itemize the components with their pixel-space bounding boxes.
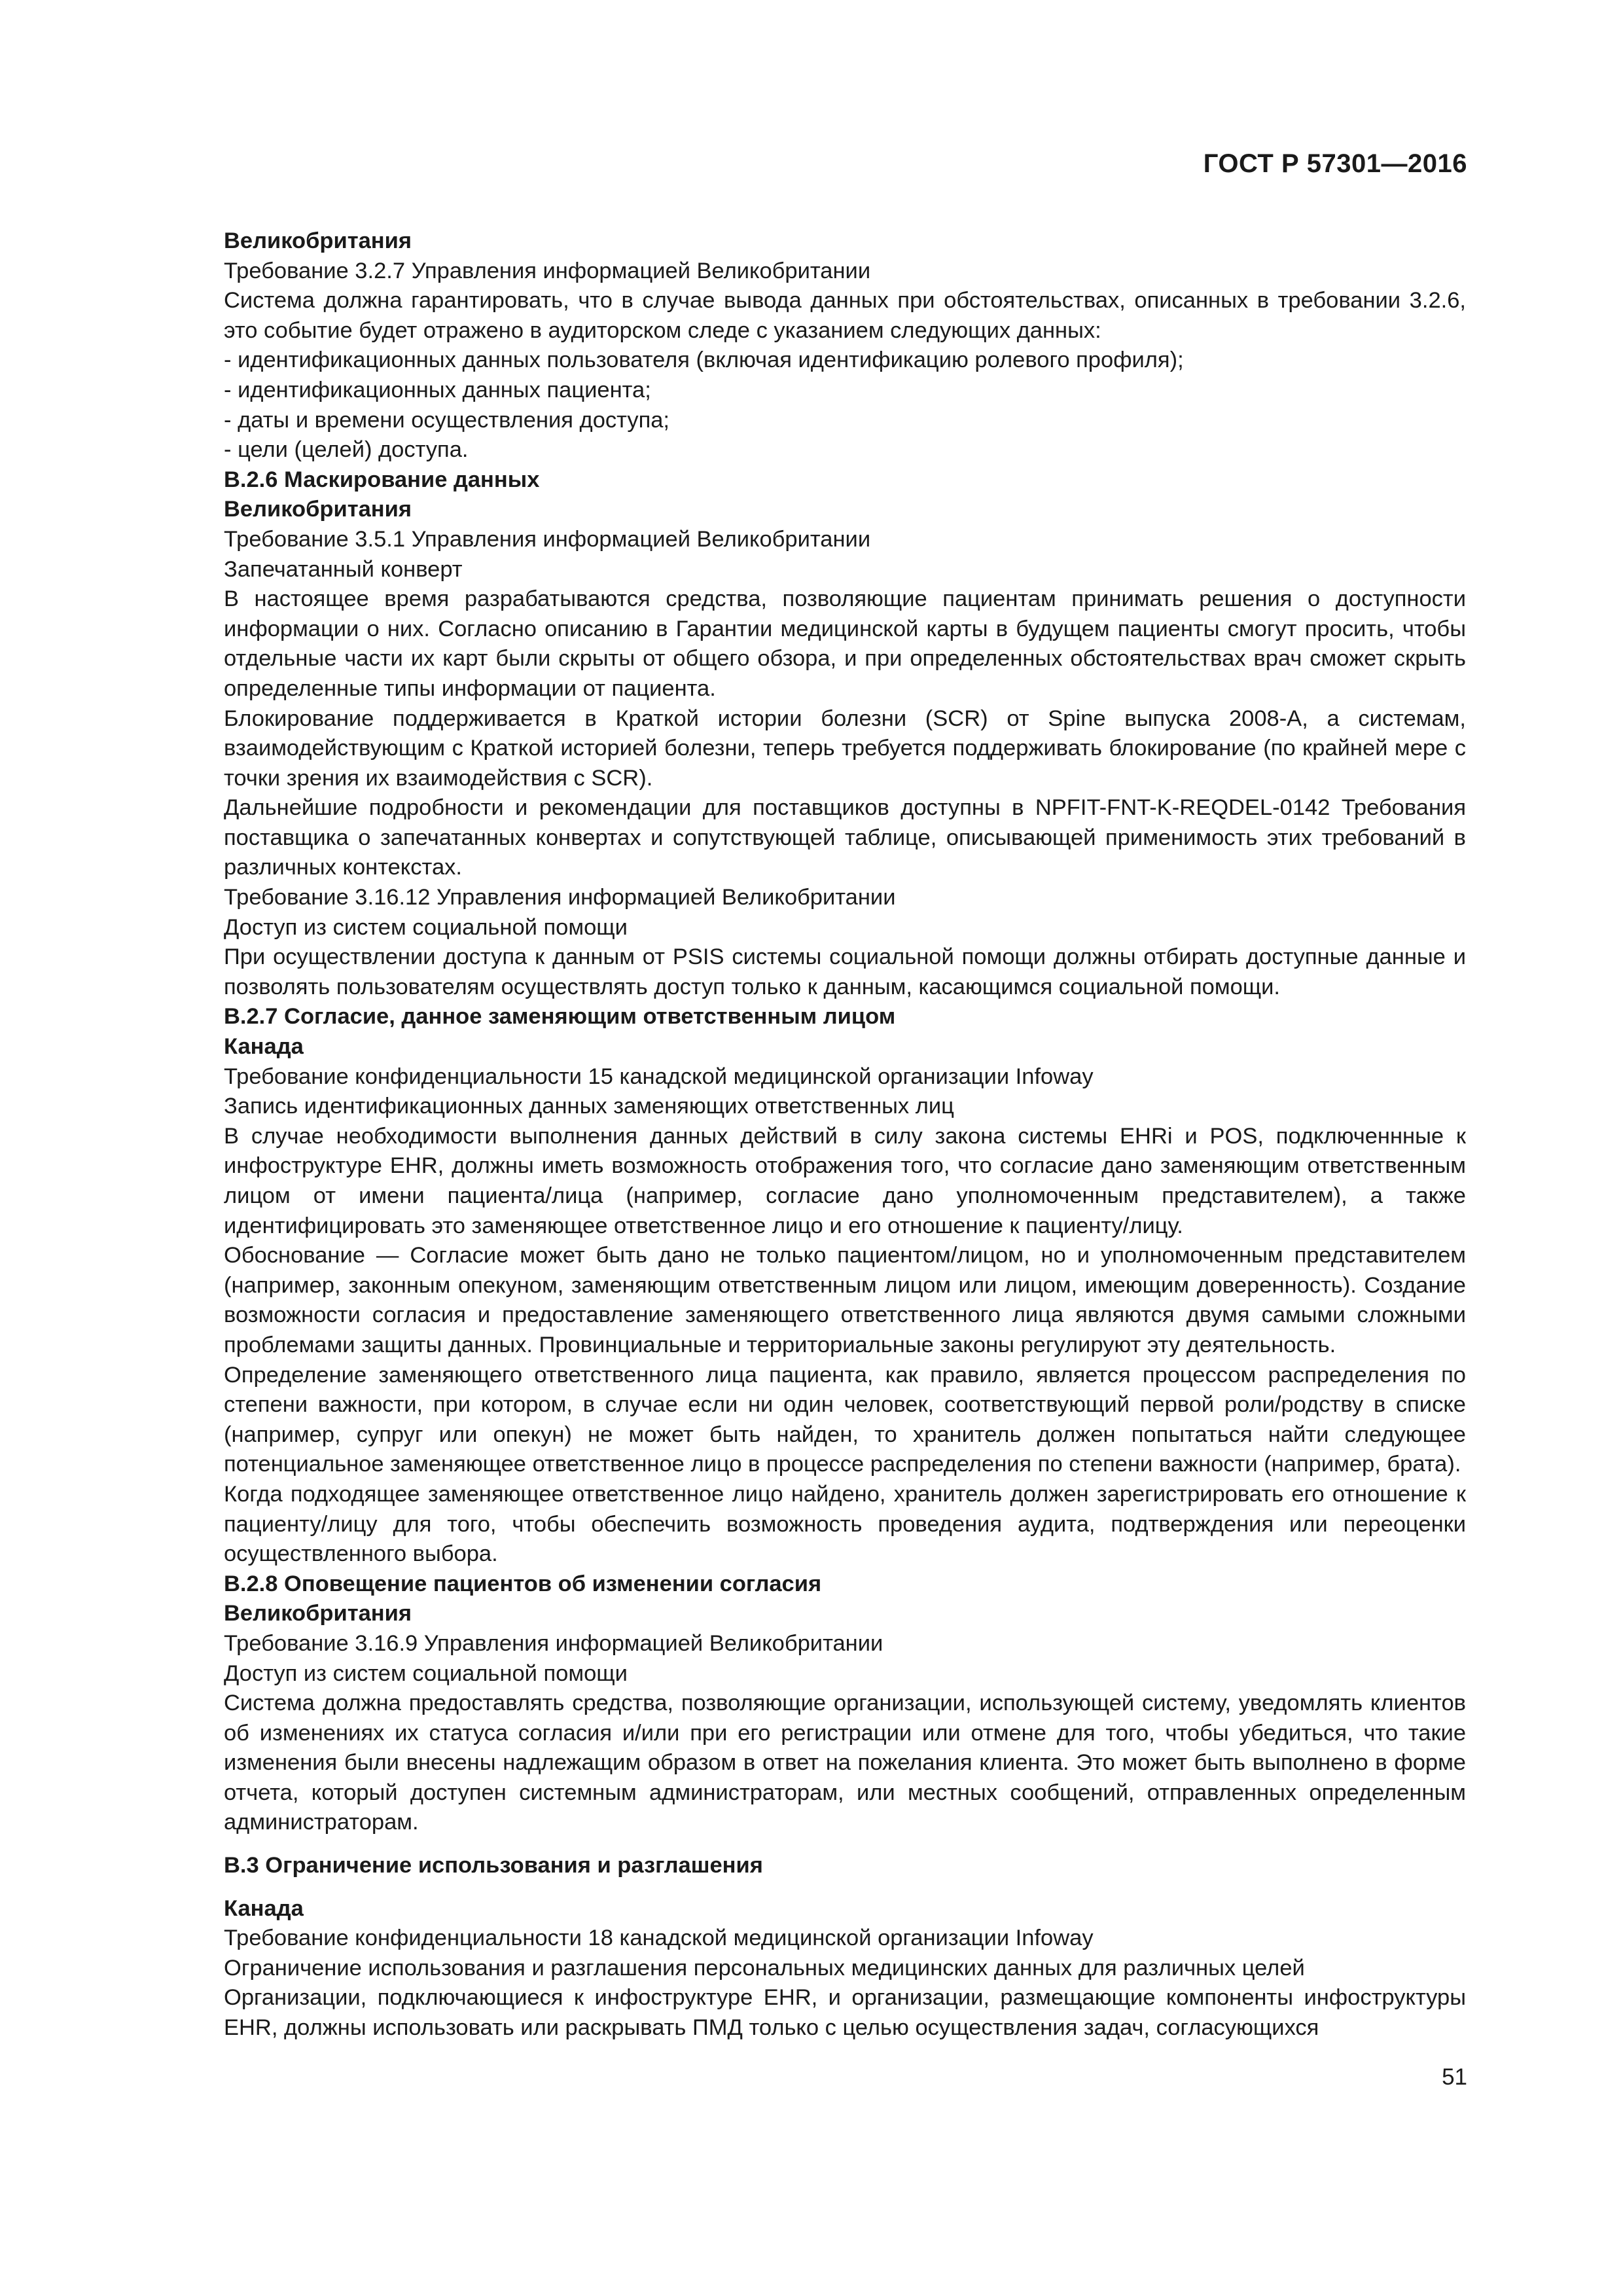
list-item: - цели (целей) доступа. — [224, 437, 469, 463]
section-heading: В.2.6 Маскирование данных — [224, 467, 540, 492]
country-heading: Великобритания — [224, 228, 412, 253]
country-heading: Великобритания — [224, 497, 412, 522]
country-heading: Канада — [224, 1034, 304, 1060]
page-number: 51 — [1442, 2064, 1467, 2090]
paragraph: Требование 3.16.12 Управления информацией Великобритании — [224, 885, 896, 910]
paragraph: Требование 3.5.1 Управления информацией Великобритании — [224, 526, 871, 552]
paragraph: Доступ из систем социальной помощи — [224, 914, 628, 940]
paragraph: Обоснование — Согласие может быть дано не только пациентом/лицом, но и уполномоченным представителем (например, законным опекуном, заменяющим ответственным лицом или лицом, имеющим доверенность). Создание возможности согласия и предоставление заменяющего ответственного лица являются двумя самыми сложными проблемами защиты данных. Провинциальные и территориальные законы регулируют эту деятельность. — [224, 1243, 1466, 1357]
paragraph: Требование 3.16.9 Управления информацией Великобритании — [224, 1630, 883, 1656]
paragraph: Ограничение использования и разглашения персональных медицинских данных для различных целей — [224, 1955, 1305, 1981]
paragraph: Запечатанный конверт — [224, 556, 463, 582]
paragraph: Блокирование поддерживается в Краткой истории болезни (SCR) от Spine выпуска 2008-А, а системам, взаимодействующим с Краткой историей болезни, теперь требуется поддерживать блокирование (по крайней мере с точки зрения их взаимодействия с SCR). — [224, 706, 1466, 791]
list-item: - идентификационных данных пациента; — [224, 377, 651, 403]
list-item: - даты и времени осуществления доступа; — [224, 407, 670, 433]
paragraph: В случае необходимости выполнения данных действий в силу закона системы EHRi и POS, подключеннные к инфоструктуре EHR, должны иметь возможность отображения того, что согласие дано заменяющим ответственным лицом от имени пациента/лица (например, согласие дано уполномоченным представителем), а также идентифицировать это заменяющее ответственное лицо и его отношение к пациенту/лицу. — [224, 1123, 1466, 1238]
paragraph: Требование конфиденциальности 18 канадской медицинской организации Infoway — [224, 1926, 1094, 1951]
paragraph: Запись идентификационных данных заменяющих ответственных лиц — [224, 1094, 954, 1119]
country-heading: Великобритания — [224, 1601, 412, 1626]
paragraph: Дальнейшие подробности и рекомендации для поставщиков доступны в NPFIT-FNT-K-REQDEL-0142 Требования поставщика о запечатанных конвертах и сопутствующей таблице, описывающей применимость этих требований в различных контекстах. — [224, 795, 1466, 880]
section-heading: В.2.7 Согласие, данное заменяющим ответственным лицом — [224, 1004, 896, 1030]
paragraph: Система должна предоставлять средства, позволяющие организации, использующей систему, уведомлять клиентов об изменениях их статуса согласия и/или при его регистрации или отмене для того, чтобы убедиться, что такие изменения были внесены надлежащим образом в ответ на пожелания клиента. Это может быть выполнено в форме отчета, который доступен системным администраторам, или местных сообщений, отправленных определенным администраторам. — [224, 1691, 1466, 1835]
paragraph: Определение заменяющего ответственного лица пациента, как правило, является процессом распределения по степени важности, при котором, в случае если ни один человек, соответствующий первой роли/родству в списке (например, супруг или опекун) не может быть найден, то хранитель должен попытаться найти следующее потенциальное заменяющее ответственное лицо в процессе распределения по степени важности (например, брата). — [224, 1362, 1466, 1477]
document-body — [224, 226, 1466, 2043]
paragraph: При осуществлении доступа к данным от PSIS системы социальной помощи должны отбирать доступные данные и позволять пользователям осуществлять доступ только к данным, касающимся социальной помощи. — [224, 944, 1466, 999]
section-heading: В.3 Ограничение использования и разглашения — [224, 1853, 763, 1878]
paragraph: Доступ из систем социальной помощи — [224, 1660, 628, 1686]
paragraph: В настоящее время разрабатываются средства, позволяющие пациентам принимать решения о доступности информации о них. Согласно описанию в Гарантии медицинской карты в будущем пациенты смогут просить, чтобы отдельные части их карт были скрыты от общего обзора, и при определенных обстоятельствах врач сможет скрыть определенные типы информации от пациента. — [224, 586, 1466, 701]
paragraph: Организации, подключающиеся к инфоструктуре EHR, и организации, размещающие компоненты инфоструктуры EHR, должны использовать или раскрывать ПМД только с целью осуществления задач, согласующихся — [224, 1985, 1466, 2041]
paragraph: Система должна гарантировать, что в случае вывода данных при обстоятельствах, описанных в требовании 3.2.6, это событие будет отражено в аудиторском следе с указанием следующих данных: — [224, 288, 1466, 343]
paragraph: Требование конфиденциальности 15 канадской медицинской организации Infoway — [224, 1064, 1094, 1089]
paragraph: Когда подходящее заменяющее ответственное лицо найдено, хранитель должен зарегистрировать его отношение к пациенту/лицу для того, чтобы обеспечить возможность проведения аудита, подтверждения или переоценки осуществленного выбора. — [224, 1481, 1466, 1567]
paragraph: Требование 3.2.7 Управления информацией Великобритании — [224, 258, 871, 283]
list-item: - идентификационных данных пользователя (включая идентификацию ролевого профиля); — [224, 348, 1184, 373]
country-heading: Канада — [224, 1895, 304, 1921]
document-code: ГОСТ Р 57301—2016 — [1203, 149, 1467, 178]
section-heading: В.2.8 Оповещение пациентов об изменении согласия — [224, 1571, 822, 1596]
